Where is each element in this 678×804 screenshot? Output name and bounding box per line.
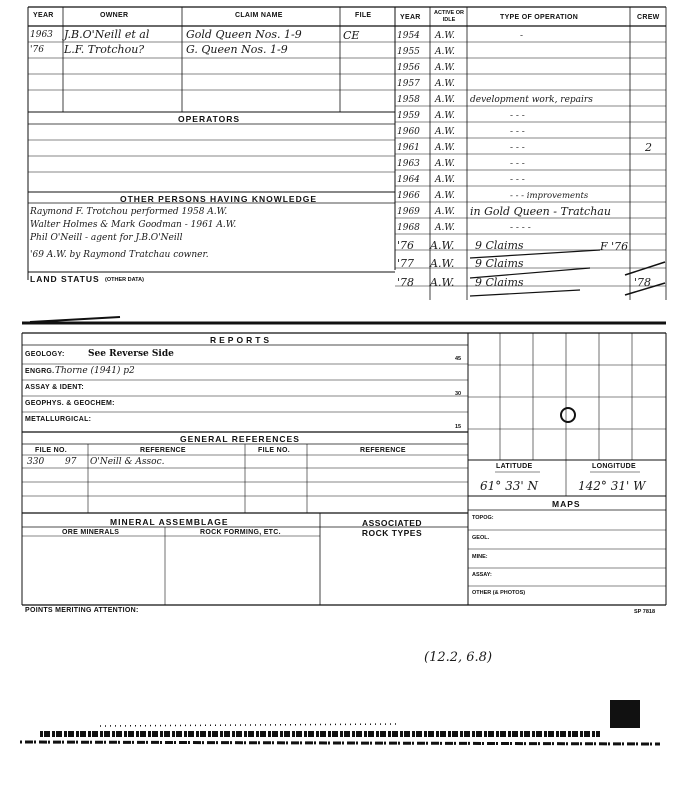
activity-12-status: A.W. — [435, 223, 455, 233]
activity-11-op: in Gold Queen - Tratchau — [470, 205, 611, 218]
activity-8-year: 1963 — [397, 159, 420, 169]
reports-geophys-num: 30 — [455, 391, 462, 397]
activity-7-op: - - - — [510, 143, 525, 153]
activity-11-year: 1969 — [397, 207, 420, 217]
mineral-assemblage-title: MINERAL ASSEMBLAGE — [110, 517, 229, 527]
reports-engrg-value: Thorne (1941) p2 — [55, 366, 135, 376]
activity-5-status: A.W. — [435, 111, 455, 121]
longitude-label: LONGITUDE — [592, 463, 636, 470]
reports-engrg-label: ENGRG. — [25, 368, 55, 375]
other-person-line-1: Walter Holmes & Mark Goodman - 1961 A.W. — [30, 220, 237, 230]
activity-15-status: A.W. — [430, 276, 455, 289]
activity-3-status: A.W. — [435, 79, 455, 89]
maps-title: MAPS — [552, 499, 581, 509]
reports-geophys-label: GEOPHYS. & GEOCHEM: — [25, 400, 115, 407]
longitude-value: 142° 31' W — [578, 479, 646, 493]
activity-15-year: '78 — [397, 276, 415, 289]
owner-row-0-year: 1963 — [30, 30, 53, 40]
maps-topog: TOPOG: — [472, 515, 494, 521]
owner-row-1-claim: G. Queen Nos. 1-9 — [186, 43, 288, 56]
activity-1-status: A.W. — [435, 47, 455, 57]
activity-14-op: 9 Claims — [475, 257, 524, 270]
activity-13-year: '76 — [397, 239, 415, 252]
activity-0-status: A.W. — [435, 31, 455, 41]
owner-row-1-owner: L.F. Trotchou? — [64, 43, 145, 56]
maps-assay: ASSAY: — [472, 572, 492, 578]
header-year-2: YEAR — [400, 14, 421, 21]
activity-15-op: 9 Claims — [475, 276, 524, 289]
reports-metallurgical-num: 15 — [455, 424, 462, 430]
location-marker-icon — [560, 407, 576, 423]
activity-9-op: - - - — [510, 175, 525, 185]
form-number: SP 7818 — [634, 609, 656, 615]
activity-4-status: A.W. — [435, 95, 455, 105]
activity-6-op: - - - — [510, 127, 525, 137]
activity-13-status: A.W. — [430, 239, 455, 252]
activity-0-year: 1954 — [397, 31, 420, 41]
land-status-sub: (OTHER DATA) — [105, 277, 144, 283]
gr-row-file: 330 — [27, 457, 45, 467]
activity-12-year: 1968 — [397, 223, 420, 233]
maps-other: OTHER (& PHOTOS) — [472, 590, 526, 596]
header-claim-name: CLAIM NAME — [235, 12, 283, 19]
maps-mine: MINE: — [472, 554, 488, 560]
activity-10-status: A.W. — [435, 191, 455, 201]
activity-12-op: - - - - — [510, 223, 531, 233]
associated-rock-types-header: ASSOCIATED ROCK TYPES — [361, 518, 423, 538]
land-status-title: LAND STATUS — [30, 274, 100, 284]
ore-minerals-header: ORE MINERALS — [62, 529, 120, 536]
activity-5-year: 1959 — [397, 111, 420, 121]
activity-2-year: 1956 — [397, 63, 420, 73]
other-person-line-3: '69 A.W. by Raymond Tratchau cowner. — [30, 250, 209, 260]
latitude-label: LATITUDE — [496, 463, 533, 470]
activity-13-op: 9 Claims — [475, 239, 524, 252]
header-file: FILE — [355, 12, 372, 19]
rock-forming-header: ROCK FORMING, ETC. — [200, 529, 281, 536]
operators-title: OPERATORS — [178, 114, 241, 124]
header-type-of-operation: TYPE OF OPERATION — [500, 14, 579, 21]
activity-8-op: - - - — [510, 159, 525, 169]
other-person-line-2: Phil O'Neill - agent for J.B.O'Neill — [30, 233, 183, 243]
activity-2-status: A.W. — [435, 63, 455, 73]
activity-15-crew: '78 — [634, 276, 652, 289]
activity-14-status: A.W. — [430, 257, 455, 270]
activity-5-op: - - - — [510, 111, 525, 121]
gr-file-no-header: FILE NO. — [35, 447, 67, 454]
reports-geology-value: See Reverse Side — [88, 349, 174, 359]
activity-9-year: 1964 — [397, 175, 420, 185]
owner-row-1-year: '76 — [30, 45, 44, 55]
reports-geology-num: 45 — [455, 356, 462, 362]
latitude-value: 61° 33' N — [480, 479, 538, 493]
activity-4-year: 1958 — [397, 95, 420, 105]
activity-7-status: A.W. — [435, 143, 455, 153]
activity-6-status: A.W. — [435, 127, 455, 137]
activity-11-status: A.W. — [435, 207, 455, 217]
activity-0-op: - — [520, 31, 524, 41]
other-person-line-0: Raymond F. Trotchou performed 1958 A.W. — [30, 207, 228, 217]
coordinates-note: (12.2, 6.8) — [424, 650, 493, 665]
owner-row-0-claim: Gold Queen Nos. 1-9 — [186, 28, 302, 41]
reports-geology-label: GEOLOGY: — [25, 351, 65, 358]
activity-9-status: A.W. — [435, 175, 455, 185]
points-meriting-attention: POINTS MERITING ATTENTION: — [25, 607, 139, 614]
maps-geol: GEOL. — [472, 535, 490, 541]
activity-7-year: 1961 — [397, 143, 420, 153]
gr-reference-header-2: REFERENCE — [360, 447, 406, 454]
activity-8-status: A.W. — [435, 159, 455, 169]
activity-10-year: 1966 — [397, 191, 420, 201]
other-persons-title: OTHER PERSONS HAVING KNOWLEDGE — [120, 194, 318, 204]
gr-file-no-header-2: FILE NO. — [258, 447, 290, 454]
header-active-idle: ACTIVE OR IDLE — [434, 10, 464, 23]
reports-title: REPORTS — [210, 335, 273, 345]
reports-assay-label: ASSAY & IDENT: — [25, 384, 85, 391]
activity-3-year: 1957 — [397, 79, 420, 89]
activity-1-year: 1955 — [397, 47, 420, 57]
general-references-title: GENERAL REFERENCES — [180, 434, 300, 444]
gr-reference-header: REFERENCE — [140, 447, 186, 454]
scan-artifact — [610, 700, 640, 728]
header-crew: CREW — [637, 14, 660, 21]
activity-14-year: '77 — [397, 257, 415, 270]
activity-4-op: development work, repairs — [470, 95, 593, 105]
activity-6-year: 1960 — [397, 127, 420, 137]
reports-metallurgical-label: METALLURGICAL: — [25, 416, 92, 423]
gr-row-ref: O'Neill & Assoc. — [90, 457, 165, 467]
activity-7-crew: 2 — [645, 141, 652, 154]
activity-13-crew: F '76 — [600, 240, 629, 253]
header-owner: OWNER — [100, 12, 129, 19]
activity-10-op: - - - improvements — [510, 191, 589, 201]
header-year: YEAR — [33, 12, 54, 19]
owner-row-0-owner: J.B.O'Neill et al — [64, 28, 150, 41]
owner-row-0-file: CE — [343, 29, 360, 42]
gr-row-num: 97 — [65, 457, 77, 467]
